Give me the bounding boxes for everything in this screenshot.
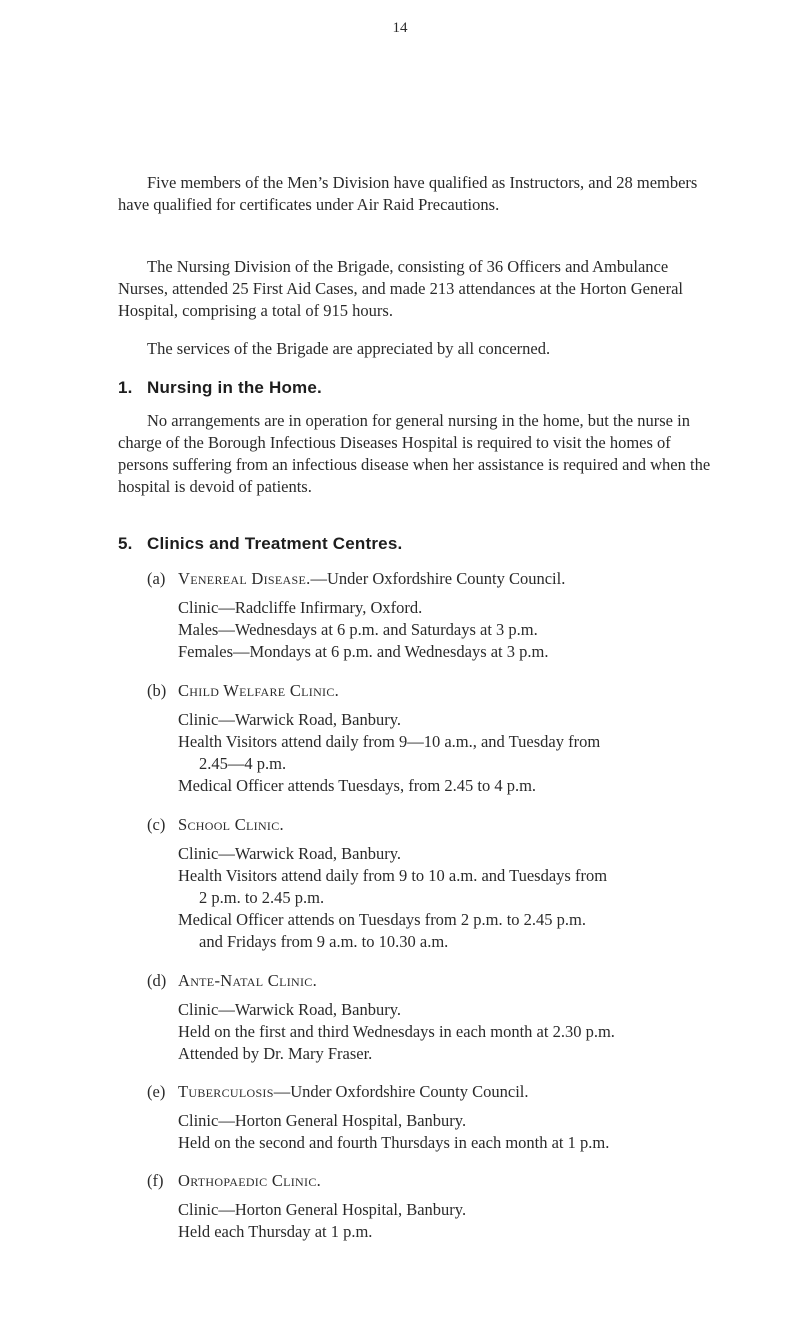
paragraph-brigade-services: The services of the Brigade are appreciated by all concerned. <box>147 339 551 358</box>
item-line: Females—Mondays at 6 p.m. and Wednesdays at 3 p.m. <box>178 642 549 661</box>
item-line: Medical Officer attends on Tuesdays from 2 p.m. to 2.45 p.m. <box>178 910 587 929</box>
section-title: Nursing in the Home. <box>147 378 322 397</box>
item-line-continued: and Fridays from 9 a.m. to 10.30 a.m. <box>199 932 449 951</box>
item-marker: (c) <box>147 815 166 834</box>
clinic-item-tuberculosis <box>147 1081 727 1154</box>
item-line: Held each Thursday at 1 p.m. <box>178 1222 373 1241</box>
paragraph-nursing-in-home: No arrangements are in operation for general nursing in the home, but the nurse in charge of the Borough Infectious Diseases Hospital is required to visit the homes of persons suffering from an infectious disease when her assistance is required and when the hospital is devoid of patients. <box>118 411 711 496</box>
item-marker: (e) <box>147 1082 166 1101</box>
item-line: Held on the first and third Wednesdays in each month at 2.30 p.m. <box>178 1022 615 1041</box>
paragraph-nursing-division: The Nursing Division of the Brigade, consisting of 36 Officers and Ambulance Nurses, attended 25 First Aid Cases, and made 213 attendances at the Horton General Hospital, comprising a total of 915 hours. <box>118 257 683 320</box>
item-title: Venereal Disease. <box>178 569 311 588</box>
clinic-item-title <box>147 568 727 590</box>
clinic-item-venereal-disease <box>147 568 727 663</box>
section-heading-clinics <box>118 534 402 554</box>
section-heading-nursing-in-home <box>118 378 322 398</box>
clinic-item-orthopaedic <box>147 1170 727 1243</box>
paragraph-instructors: Five members of the Men’s Division have qualified as Instructors, and 28 members have qualified for certificates under Air Raid Precautions. <box>118 173 698 214</box>
item-marker: (b) <box>147 681 167 700</box>
item-marker: (f) <box>147 1171 164 1190</box>
section-number: 5. <box>118 534 133 553</box>
clinic-item-title <box>147 680 727 702</box>
item-title-suffix: —Under Oxfordshire County Council. <box>310 569 566 588</box>
item-line: Males—Wednesdays at 6 p.m. and Saturdays at 3 p.m. <box>178 620 538 639</box>
clinic-item-school <box>147 814 727 953</box>
item-line: Clinic—Warwick Road, Banbury. <box>178 710 402 729</box>
item-line-continued: 2.45—4 p.m. <box>199 754 287 773</box>
item-line: Clinic—Radcliffe Infirmary, Oxford. <box>178 598 423 617</box>
clinic-item-child-welfare <box>147 680 727 797</box>
section-number: 1. <box>118 378 133 397</box>
item-title: Tuberculosis <box>178 1082 274 1101</box>
section-title: Clinics and Treatment Centres. <box>147 534 403 553</box>
item-marker: (a) <box>147 569 166 588</box>
item-line: Attended by Dr. Mary Fraser. <box>178 1044 373 1063</box>
clinic-item-title <box>147 970 727 992</box>
clinic-item-ante-natal <box>147 970 727 1065</box>
item-title: Orthopaedic Clinic. <box>178 1171 322 1190</box>
item-line: Health Visitors attend daily from 9 to 10 a.m. and Tuesdays from <box>178 866 608 885</box>
item-line: Clinic—Horton General Hospital, Banbury. <box>178 1111 467 1130</box>
clinic-item-title <box>147 1081 727 1103</box>
item-line: Clinic—Warwick Road, Banbury. <box>178 844 402 863</box>
item-marker: (d) <box>147 971 167 990</box>
item-title: Child Welfare Clinic. <box>178 681 340 700</box>
item-line: Held on the second and fourth Thursdays in each month at 1 p.m. <box>178 1133 610 1152</box>
clinic-item-title <box>147 1170 727 1192</box>
item-line: Medical Officer attends Tuesdays, from 2.45 to 4 p.m. <box>178 776 537 795</box>
item-title: Ante-Natal Clinic. <box>178 971 318 990</box>
item-line: Clinic—Horton General Hospital, Banbury. <box>178 1200 467 1219</box>
page-number: 14 <box>392 20 408 36</box>
item-title-suffix: —Under Oxfordshire County Council. <box>273 1082 529 1101</box>
item-title: School Clinic. <box>178 815 284 834</box>
clinic-item-title <box>147 814 727 836</box>
item-line-continued: 2 p.m. to 2.45 p.m. <box>199 888 325 907</box>
item-line: Health Visitors attend daily from 9—10 a.m., and Tuesday from <box>178 732 601 751</box>
item-line: Clinic—Warwick Road, Banbury. <box>178 1000 402 1019</box>
